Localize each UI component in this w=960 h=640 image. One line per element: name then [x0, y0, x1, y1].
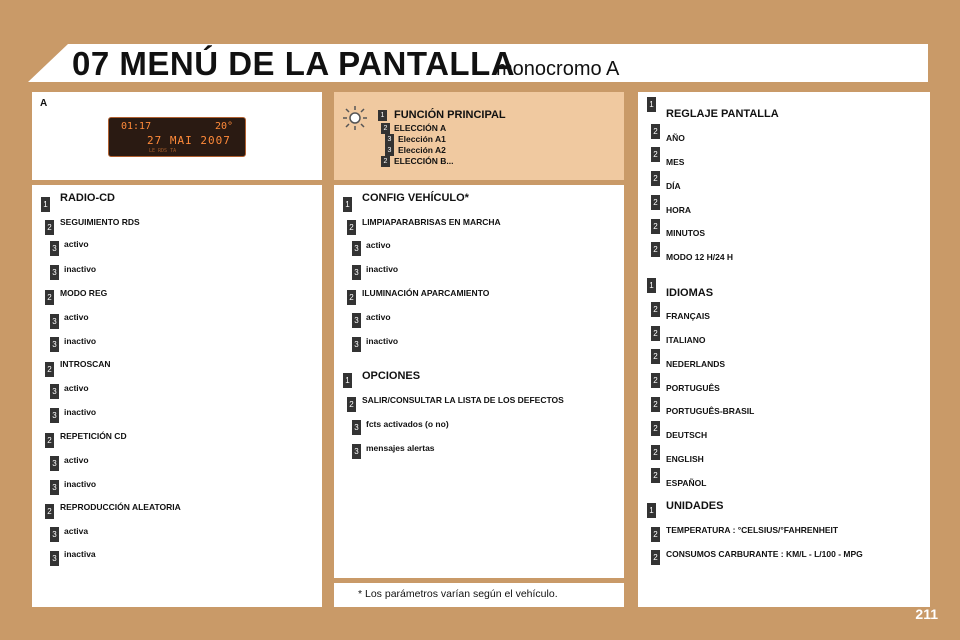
languages-item: ENGLISH — [666, 454, 704, 464]
level-badge: 3 — [50, 265, 59, 280]
languages-item: DEUTSCH — [666, 430, 708, 440]
display-temp: 20° — [215, 121, 234, 132]
vehicle-config-item: ILUMINACIÓN APARCAMIENTO — [362, 288, 490, 298]
footnote: * Los parámetros varían según el vehículo. — [358, 588, 558, 600]
level-badge: 3 — [50, 337, 59, 352]
display-settings-heading: REGLAJE PANTALLA — [666, 108, 779, 120]
level-badge: 1 — [343, 197, 352, 212]
vehicle-config-item: activo — [366, 240, 391, 250]
level-badge: 2 — [651, 195, 660, 210]
languages-item: ESPAÑOL — [666, 478, 707, 488]
display-time: 01:17 — [121, 121, 152, 132]
radio-cd-item: inactivo — [64, 264, 97, 274]
level-badge: 3 — [352, 265, 361, 280]
radio-cd-item: REPRODUCCIÓN ALEATORIA — [60, 502, 181, 512]
level-badge: 2 — [651, 550, 660, 565]
level-badge: 2 — [651, 302, 660, 317]
panel-a-label: A — [40, 98, 48, 109]
level-badge: 2 — [45, 362, 54, 377]
main-function-heading: FUNCIÓN PRINCIPAL — [394, 109, 506, 121]
level-badge: 3 — [50, 551, 59, 566]
page-number: 211 — [915, 606, 938, 622]
level-badge: 2 — [651, 147, 660, 162]
level-badge: 3 — [352, 420, 361, 435]
level-badge: 2 — [347, 397, 356, 412]
radio-cd-item: activo — [64, 239, 89, 249]
level-badge: 2 — [651, 445, 660, 460]
units-item: CONSUMOS CARBURANTE : KM/L - L/100 - MPG — [666, 549, 863, 559]
units-heading: UNIDADES — [666, 500, 724, 512]
level-badge: 2 — [651, 468, 660, 483]
level-badge: 2 — [45, 433, 54, 448]
units-item: TEMPERATURA : °CELSIUS/°FAHRENHEIT — [666, 525, 839, 535]
level-badge: 1 — [647, 278, 656, 293]
vehicle-config-item: inactivo — [366, 336, 399, 346]
display-settings-item: MINUTOS — [666, 228, 706, 238]
level-badge: 3 — [50, 480, 59, 495]
radio-cd-item: activo — [64, 455, 89, 465]
level-badge: 3 — [385, 134, 394, 145]
level-badge: 3 — [385, 145, 394, 156]
level-badge: 1 — [41, 197, 50, 212]
monochrome-display — [108, 117, 246, 157]
level-badge: 2 — [381, 123, 390, 134]
radio-cd-item: activo — [64, 312, 89, 322]
level-badge: 3 — [50, 314, 59, 329]
vehicle-config-item: inactivo — [366, 264, 399, 274]
level-badge: 1 — [647, 97, 656, 112]
level-badge: 2 — [347, 220, 356, 235]
languages-item: NEDERLANDS — [666, 359, 726, 369]
radio-cd-item: activo — [64, 383, 89, 393]
languages-heading: IDIOMAS — [666, 287, 714, 299]
options-item: SALIR/CONSULTAR LA LISTA DE LOS DEFECTOS — [362, 395, 564, 405]
page-title: 07 MENÚ DE LA PANTALLA — [72, 45, 516, 82]
display-settings-item: AÑO — [666, 133, 685, 143]
panel-main-function — [334, 92, 624, 180]
level-badge: 2 — [651, 242, 660, 257]
display-indicators: LE RDS TA — [149, 148, 177, 154]
level-badge: 2 — [651, 349, 660, 364]
level-badge: 2 — [651, 421, 660, 436]
level-badge: 3 — [352, 444, 361, 459]
radio-cd-item: MODO REG — [60, 288, 108, 298]
main-function-item: Elección A2 — [398, 145, 446, 155]
level-badge: 3 — [50, 241, 59, 256]
lamp-icon — [340, 104, 370, 132]
display-settings-item: DÍA — [666, 181, 681, 191]
main-function-item: Elección A1 — [398, 134, 446, 144]
level-badge: 3 — [352, 241, 361, 256]
level-badge: 2 — [651, 373, 660, 388]
options-heading: OPCIONES — [362, 370, 421, 382]
main-function-item: ELECCIÓN A — [394, 123, 447, 133]
level-badge: 2 — [45, 220, 54, 235]
radio-cd-heading: RADIO-CD — [60, 192, 115, 204]
languages-item: PORTUGUÊS-BRASIL — [666, 406, 755, 416]
radio-cd-item: inactivo — [64, 479, 97, 489]
options-item: mensajes alertas — [366, 443, 435, 453]
display-settings-item: MES — [666, 157, 685, 167]
level-badge: 2 — [45, 290, 54, 305]
level-badge: 3 — [50, 384, 59, 399]
main-function-item: ELECCIÓN B... — [394, 156, 454, 166]
level-badge: 2 — [381, 156, 390, 167]
languages-item: ITALIANO — [666, 335, 706, 345]
level-badge: 2 — [45, 504, 54, 519]
display-settings-item: MODO 12 H/24 H — [666, 252, 734, 262]
level-badge: 3 — [50, 456, 59, 471]
radio-cd-item: INTROSCAN — [60, 359, 111, 369]
display-date: 27 MAI 2007 — [147, 134, 231, 147]
level-badge: 2 — [651, 527, 660, 542]
level-badge: 1 — [378, 110, 387, 121]
page-subtitle: monocromo A — [496, 58, 620, 80]
level-badge: 3 — [352, 313, 361, 328]
level-badge: 1 — [343, 373, 352, 388]
languages-item: FRANÇAIS — [666, 311, 710, 321]
level-badge: 3 — [50, 408, 59, 423]
level-badge: 3 — [50, 527, 59, 542]
level-badge: 2 — [651, 397, 660, 412]
level-badge: 2 — [651, 326, 660, 341]
radio-cd-item: activa — [64, 526, 89, 536]
vehicle-config-heading: CONFIG VEHÍCULO* — [362, 192, 469, 204]
level-badge: 2 — [651, 171, 660, 186]
radio-cd-item: inactivo — [64, 336, 97, 346]
vehicle-config-item: activo — [366, 312, 391, 322]
level-badge: 3 — [352, 337, 361, 352]
vehicle-config-item: LIMPIAPARABRISAS EN MARCHA — [362, 217, 501, 227]
level-badge: 2 — [651, 219, 660, 234]
radio-cd-item: REPETICIÓN CD — [60, 431, 127, 441]
radio-cd-item: inactivo — [64, 407, 97, 417]
display-settings-item: HORA — [666, 205, 692, 215]
level-badge: 1 — [647, 503, 656, 518]
level-badge: 2 — [651, 124, 660, 139]
radio-cd-item: inactiva — [64, 549, 96, 559]
level-badge: 2 — [347, 290, 356, 305]
options-item: fcts activados (o no) — [366, 419, 449, 429]
languages-item: PORTUGUÊS — [666, 383, 720, 393]
radio-cd-item: SEGUIMIENTO RDS — [60, 217, 140, 227]
